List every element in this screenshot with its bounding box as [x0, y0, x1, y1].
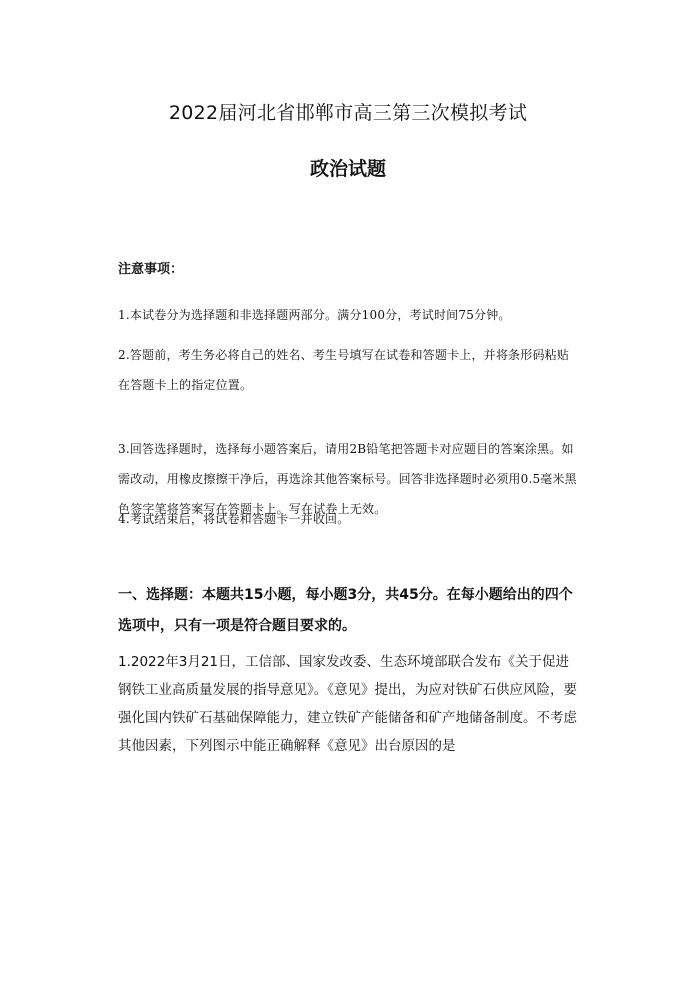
exam-title: 2022届河北省邯郸市高三第三次模拟考试: [168, 102, 528, 124]
notes-heading: 注意事项：: [118, 262, 184, 277]
note-item: 1.本试卷分为选择题和非选择题两部分。满分100分，考试时间75分钟。: [118, 308, 511, 322]
exam-subtitle: 政治试题: [309, 158, 386, 180]
note-item: 2.答题前，考生务必将自己的姓名、考生号填写在试卷和答题卡上，并将条形码粘贴在答题卡上的指定位置。: [118, 348, 570, 392]
note-item: 3.回答选择题时，选择每小题答案后，请用2B铅笔把答题卡对应题目的答案涂黑。如需改动，用橡皮擦擦干净后，再选涂其他答案标号。回答非选择题时必须用0.5毫米黑色签字笔将答案写在答题卡上。写在试卷上无效。: [118, 442, 577, 516]
section-heading: 一、选择题：本题共15小题，每小题3分，共45分。在每小题给出的四个选项中，只有一项是符合题目要求的。: [118, 587, 573, 634]
question-1-text: 1.2022年3月21日，工信部、国家发改委、生态环境部联合发布《关于促进钢铁工业高质量发展的指导意见》。《意见》提出，为应对铁矿石供应风险，要强化国内铁矿石基础保障能力，建立铁矿产能储备和矿产地储备制度。不考虑其他因素，下列图示中能正确解释《意见》出台原因的是: [118, 654, 577, 754]
note-item: 4.考试结束后，将试卷和答题卡一并收回。: [118, 512, 350, 526]
